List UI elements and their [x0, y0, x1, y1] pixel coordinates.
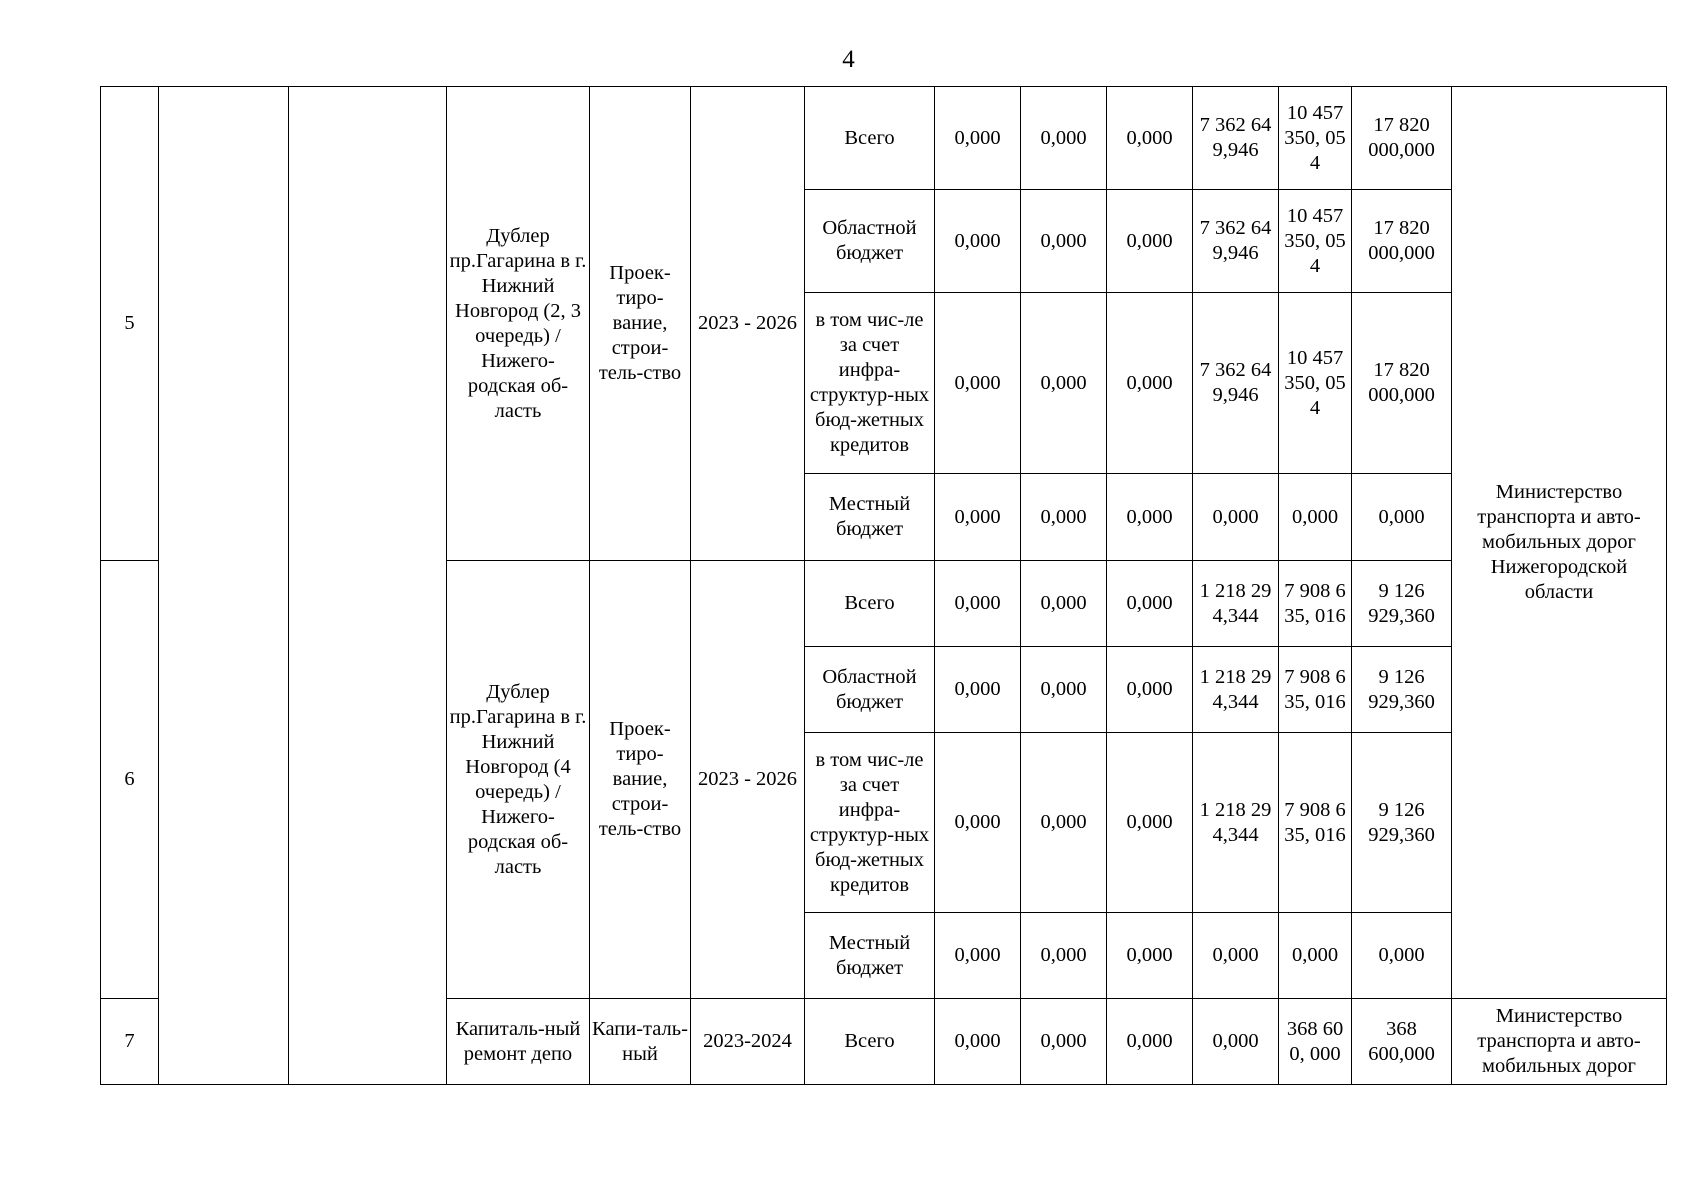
value-cell: 0,000 [1021, 293, 1107, 474]
value-cell: 0,000 [1107, 999, 1193, 1085]
object-name: Дублер пр.Гагарина в г. Нижний Новгород (2, 3 очередь) / Нижего-родская об-ласть [447, 87, 590, 561]
funding-source: Местный бюджет [805, 474, 935, 561]
value-cell: 0,000 [1193, 474, 1279, 561]
budget-table [100, 86, 1667, 1085]
value-cell: 0,000 [1021, 190, 1107, 293]
value-cell: 0,000 [935, 913, 1021, 999]
value-cell: 7 362 649,946 [1193, 190, 1279, 293]
value-cell: 0,000 [1279, 913, 1352, 999]
total-cell: 17 820 000,000 [1352, 87, 1452, 190]
total-cell: 0,000 [1352, 474, 1452, 561]
value-cell: 0,000 [1021, 647, 1107, 733]
value-cell: 7 362 649,946 [1193, 87, 1279, 190]
row-number: 7 [101, 999, 159, 1085]
empty-cell [159, 87, 289, 1085]
value-cell: 0,000 [1107, 87, 1193, 190]
object-name: Капиталь-ный ремонт депо [447, 999, 590, 1085]
period: 2023 - 2026 [691, 561, 805, 999]
total-cell: 17 820 000,000 [1352, 293, 1452, 474]
value-cell: 0,000 [1107, 733, 1193, 913]
funding-source: Всего [805, 87, 935, 190]
total-cell: 0,000 [1352, 913, 1452, 999]
value-cell: 0,000 [935, 733, 1021, 913]
value-cell: 10 457 350, 054 [1279, 190, 1352, 293]
funding-source: в том чис-ле за счет инфра-структур-ных бюд-жетных кредитов [805, 733, 935, 913]
work-type: Проек-тиро-вание, строи-тель-ство [590, 561, 691, 999]
value-cell: 1 218 294,344 [1193, 647, 1279, 733]
value-cell: 0,000 [1107, 647, 1193, 733]
funding-source: в том чис-ле за счет инфра-структур-ных бюд-жетных кредитов [805, 293, 935, 474]
value-cell: 0,000 [1107, 293, 1193, 474]
value-cell: 0,000 [1021, 733, 1107, 913]
work-type: Проек-тиро-вание, строи-тель-ство [590, 87, 691, 561]
page-number: 4 [842, 46, 855, 73]
work-type: Капи-таль-ный [590, 999, 691, 1085]
value-cell: 0,000 [1193, 913, 1279, 999]
funding-source: Всего [805, 999, 935, 1085]
value-cell: 0,000 [1107, 913, 1193, 999]
value-cell: 0,000 [1021, 474, 1107, 561]
value-cell: 0,000 [935, 561, 1021, 647]
funding-source: Всего [805, 561, 935, 647]
value-cell: 7 908 635, 016 [1279, 733, 1352, 913]
value-cell: 1 218 294,344 [1193, 733, 1279, 913]
value-cell: 368 600, 000 [1279, 999, 1352, 1085]
value-cell: 0,000 [935, 293, 1021, 474]
value-cell: 0,000 [1279, 474, 1352, 561]
total-cell: 9 126 929,360 [1352, 647, 1452, 733]
value-cell: 7 908 635, 016 [1279, 647, 1352, 733]
value-cell: 0,000 [935, 647, 1021, 733]
value-cell: 0,000 [1107, 561, 1193, 647]
value-cell: 0,000 [1193, 999, 1279, 1085]
value-cell: 0,000 [1107, 474, 1193, 561]
total-cell: 368 600,000 [1352, 999, 1452, 1085]
value-cell: 0,000 [1021, 87, 1107, 190]
value-cell: 10 457 350, 054 [1279, 87, 1352, 190]
value-cell: 7 362 649,946 [1193, 293, 1279, 474]
value-cell: 0,000 [1021, 913, 1107, 999]
value-cell: 1 218 294,344 [1193, 561, 1279, 647]
value-cell: 0,000 [1021, 561, 1107, 647]
total-cell: 9 126 929,360 [1352, 733, 1452, 913]
value-cell: 7 908 635, 016 [1279, 561, 1352, 647]
total-cell: 9 126 929,360 [1352, 561, 1452, 647]
table-row [101, 87, 1667, 190]
empty-cell [289, 87, 447, 1085]
funding-source: Областной бюджет [805, 647, 935, 733]
period: 2023-2024 [691, 999, 805, 1085]
responsible-party: Министерство транспорта и авто-мобильных дорог Нижегородской области [1452, 87, 1667, 999]
object-name: Дублер пр.Гагарина в г. Нижний Новгород (4 очередь) / Нижего-родская об-ласть [447, 561, 590, 999]
value-cell: 0,000 [935, 474, 1021, 561]
value-cell: 0,000 [935, 87, 1021, 190]
responsible-party: Министерство транспорта и авто-мобильных дорог [1452, 999, 1667, 1085]
period: 2023 - 2026 [691, 87, 805, 561]
total-cell: 17 820 000,000 [1352, 190, 1452, 293]
value-cell: 0,000 [1021, 999, 1107, 1085]
value-cell: 0,000 [935, 190, 1021, 293]
value-cell: 0,000 [935, 999, 1021, 1085]
value-cell: 0,000 [1107, 190, 1193, 293]
funding-source: Местный бюджет [805, 913, 935, 999]
row-number: 5 [101, 87, 159, 561]
row-number: 6 [101, 561, 159, 999]
value-cell: 10 457 350, 054 [1279, 293, 1352, 474]
funding-source: Областной бюджет [805, 190, 935, 293]
